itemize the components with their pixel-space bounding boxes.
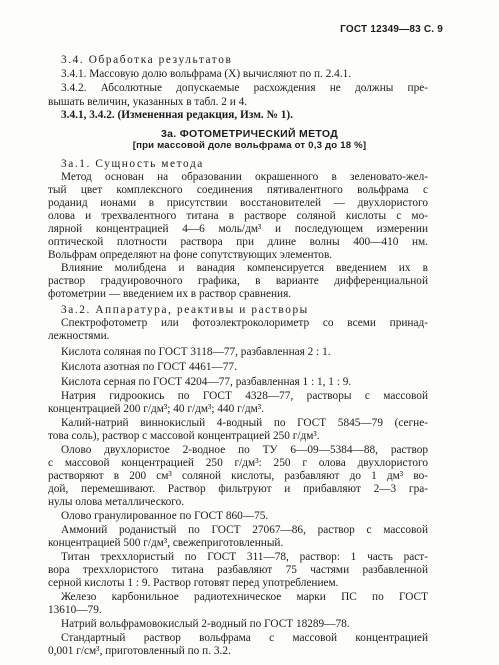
text-line: вышать величин, указанных в табл. 2 и 4. — [48, 96, 248, 108]
text-line: роданид ионами в присутствии восстановителей — двухлористого — [48, 197, 428, 209]
text-line: Стандартный раствор вольфрама с массовой концентрацией — [61, 632, 428, 644]
text-line: Кислота соляная по ГОСТ 3118—77, разбавленная 2 : 1. — [61, 346, 331, 358]
subsection-heading: 3а.1. Сущность метода — [61, 158, 204, 170]
text-line: вора треххлористого титана разбавляют 75 частями разбавленной — [48, 564, 428, 576]
text-line: Натрий вольфрамовокислый 2-водный по ГОСТ 18289—78. — [61, 618, 350, 630]
section-title: 3а. ФОТОМЕТРИЧЕСКИЙ МЕТОД — [161, 128, 338, 140]
text-line: това соль), раствор с массовой концентрацией 250 г/дм³. — [48, 430, 320, 442]
text-line: Аммоний роданистый по ГОСТ 27067—86, раствор с массовой — [61, 524, 428, 536]
text-line: Натрия гидроокись по ГОСТ 4328—77, растворы с массовой — [61, 390, 428, 402]
text-line: концентрацией 500 г/дм³, свежеприготовленный. — [48, 537, 284, 549]
text-line: лежностями. — [48, 330, 110, 342]
text-line: Титан треххлористый по ГОСТ 311—78, раствор: 1 часть раст- — [61, 551, 428, 563]
subsection-heading: 3.4. Обработка результатов — [61, 54, 233, 66]
text-line: серной кислоты 1 : 9. Раствор готовят перед употреблением. — [48, 577, 339, 589]
text-line: дой, перемешивают. Раствор фильтруют и прибавляют 2—3 гра- — [48, 483, 428, 495]
text-line: Калий-натрий виннокислый 4-водный по ГОСТ 5845—79 (сегне- — [61, 417, 428, 429]
text-line: 3.4.1. Массовую долю вольфрама (X) вычисляют по п. 2.4.1. — [61, 68, 352, 80]
text-line: Олово гранулированное по ГОСТ 860—75. — [61, 510, 269, 522]
text-line: нулы олова металлического. — [48, 496, 185, 508]
text-line: 0,001 г/см³, приготовленный по п. 3.2. — [48, 645, 231, 657]
text-line: Кислота азотная по ГОСТ 4461—77. — [61, 361, 237, 373]
section-subtitle: [при массовой доле вольфрама от 0,3 до 18 %] — [132, 140, 367, 151]
text-line: 13610—79. — [48, 604, 102, 616]
text-line: концентрацией 200 г/дм³; 40 г/дм³; 440 г/дм³. — [48, 403, 265, 415]
text-line: Железо карбонильное радиотехническое марки ПС по ГОСТ — [61, 591, 428, 603]
text-line: 3.4.2. Абсолютные допускаемые расхождения не должны пре- — [61, 82, 428, 94]
text-line: лярной концентрацией 4—6 моль/дм³ и последующем измерении — [48, 223, 428, 235]
text-line: Метод основан на образовании окрашенного в зеленовато-жел- — [61, 171, 428, 183]
subsection-heading: 3а.2. Аппаратура, реактивы и растворы — [61, 304, 309, 316]
text-line: раствор градуировочного графика, в варианте дифференциальной — [48, 275, 428, 287]
text-line: Вольфрам определяют на фоне сопутствующих элементов. — [48, 249, 333, 261]
text-line: Олово двухлористое 2-водное по ТУ 6—09—5384—88, раствор — [61, 444, 428, 456]
text-line: фотометрии — введением их в раствор сравнения. — [48, 288, 292, 300]
text-line: с массовой концентрацией 250 г/дм³: 250 г олова двухлористого — [48, 457, 428, 469]
text-line: тый цвет комплексного соединения пятивалентного вольфрама с — [48, 184, 428, 196]
text-line: Влияние молибдена и ванадия компенсируется введением их в — [61, 262, 428, 274]
text-line: Кислота серная по ГОСТ 4204—77, разбавленная 1 : 1, 1 : 9. — [61, 376, 352, 388]
text-line: олова и трехвалентного титана в растворе соляной кислоты с мо- — [48, 210, 428, 222]
text-line: растворяют в 200 см³ соляной кислоты, разбавляют до 1 дм³ во- — [48, 470, 428, 482]
page-header: ГОСТ 12349—83 С. 9 — [340, 24, 443, 35]
text-line: оптической плотности раствора при длине волны 400—410 нм. — [48, 236, 428, 248]
text-line: Спектрофотометр или фотоэлектроколориметр со всеми принад- — [61, 317, 428, 329]
amendment-note: 3.4.1, 3.4.2. (Измененная редакция, Изм. № 1). — [61, 109, 293, 121]
